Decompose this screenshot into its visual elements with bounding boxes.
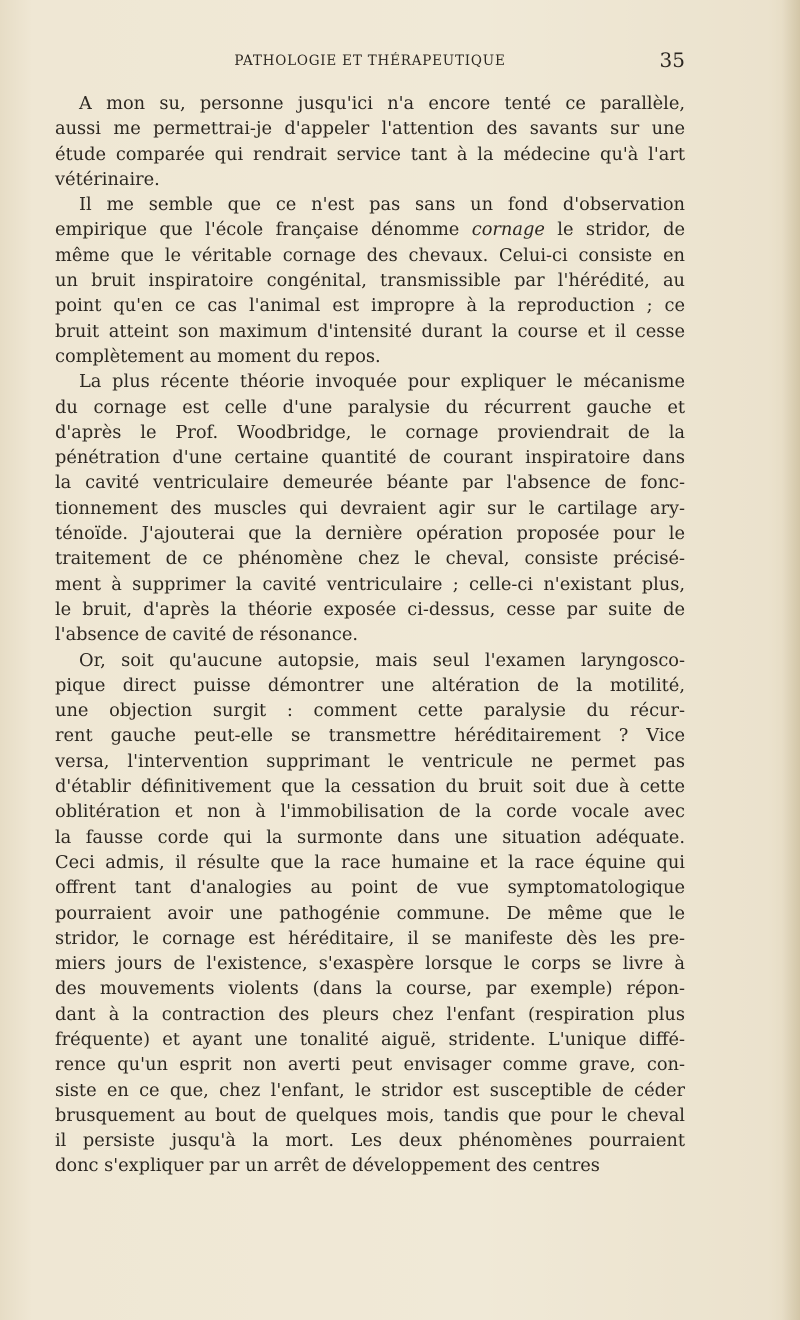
text-line: étude comparée qui rendrait service tant à la médecine qu'à l'art <box>55 143 685 165</box>
paragraph <box>55 648 685 1179</box>
text-line: des mouvements violents (dans la course, par exemple) répon- <box>55 978 685 1000</box>
text-line: A mon su, personne jusqu'ici n'a encore tenté ce parallèle, <box>79 93 685 114</box>
text-line: la fausse corde qui la surmonte dans une situation adéquate. <box>55 826 685 848</box>
text-line: vétérinaire. <box>55 168 160 190</box>
page-header <box>55 50 685 74</box>
text-line: rence qu'un esprit non averti peut envisager comme grave, con- <box>55 1054 685 1076</box>
text-line: brusquement au bout de quelques mois, tandis que pour le cheval <box>55 1104 685 1126</box>
text-line: pique direct puisse démontrer une altération de la motilité, <box>55 674 685 696</box>
text-line: même que le véritable cornage des chevaux. Celui-ci consiste en <box>55 244 685 266</box>
text-line: ténoïde. J'ajouterai que la dernière opération proposée pour le <box>55 523 685 545</box>
text-line: Ceci admis, il résulte que la race humaine et la race équine qui <box>55 851 685 873</box>
text-line: du cornage est celle d'une paralysie du récurrent gauche et <box>55 396 685 418</box>
text-line: un bruit inspiratoire congénital, transmissible par l'hérédité, au <box>55 270 685 292</box>
text-line: la cavité ventriculaire demeurée béante par l'absence de fonc- <box>55 472 685 494</box>
body-text <box>55 91 685 1179</box>
text-line: stridor, le cornage est héréditaire, il se manifeste dès les pre- <box>55 927 685 949</box>
text-line: tionnement des muscles qui devraient agir sur le cartilage ary- <box>55 497 685 519</box>
text-line: siste en ce que, chez l'enfant, le stridor est susceptible de céder <box>55 1079 685 1101</box>
text-line: l'absence de cavité de résonance. <box>55 624 359 646</box>
text-line: d'après le Prof. Woodbridge, le cornage proviendrait de la <box>55 421 685 443</box>
text-line: dant à la contraction des pleurs chez l'enfant (respiration plus <box>55 1003 685 1025</box>
running-head: PATHOLOGIE ET THÉRAPEUTIQUE <box>234 53 506 69</box>
text-line: il persiste jusqu'à la mort. Les deux phénomènes pourraient <box>55 1130 685 1152</box>
text-line: offrent tant d'analogies au point de vue symptomatologique <box>55 877 685 899</box>
paragraph <box>55 192 685 369</box>
text-line: une objection surgit : comment cette paralysie du récur- <box>55 700 685 722</box>
text-line: donc s'expliquer par un arrêt de développement des centres <box>55 1155 600 1177</box>
text-line: pourraient avoir une pathogénie commune. De même que le <box>55 902 685 924</box>
paragraph <box>55 91 685 192</box>
text-line: pénétration d'une certaine quantité de courant inspiratoire dans <box>55 447 685 469</box>
text-line: miers jours de l'existence, s'exaspère lorsque le corps se livre à <box>55 953 685 975</box>
text-line: ment à supprimer la cavité ventriculaire ; celle-ci n'existant plus, <box>55 573 685 595</box>
text-line: Or, soit qu'aucune autopsie, mais seul l'examen laryngosco- <box>79 649 685 671</box>
text-line: point qu'en ce cas l'animal est impropre à la reproduction ; ce <box>55 295 685 317</box>
text-line: traitement de ce phénomène chez le cheval, consiste précisé- <box>55 548 685 570</box>
text-line: versa, l'intervention supprimant le ventricule ne permet pas <box>55 750 685 772</box>
text-line: bruit atteint son maximum d'intensité durant la course et il cesse <box>55 320 685 342</box>
text-line: d'établir définitivement que la cessation du bruit soit due à cette <box>55 776 685 798</box>
text-line: Il me semble que ce n'est pas sans un fond d'observation <box>79 194 685 216</box>
text-line: le bruit, d'après la théorie exposée ci-dessus, cesse par suite de <box>55 598 685 620</box>
page-number: 35 <box>659 48 685 72</box>
text-line: oblitération et non à l'immobilisation de la corde vocale avec <box>55 801 685 823</box>
text-line: fréquente) et ayant une tonalité aiguë, stridente. L'unique diffé- <box>55 1028 685 1050</box>
paragraph <box>55 369 685 647</box>
text-line: complètement au moment du repos. <box>55 345 381 367</box>
text-line: empirique que l'école française dénomme cornage le stridor, de <box>55 219 685 241</box>
text-line: rent gauche peut-elle se transmettre héréditairement ? Vice <box>55 725 685 747</box>
text-line: La plus récente théorie invoquée pour expliquer le mécanisme <box>79 371 685 393</box>
text-line: aussi me permettrai-je d'appeler l'attention des savants sur une <box>55 118 685 140</box>
